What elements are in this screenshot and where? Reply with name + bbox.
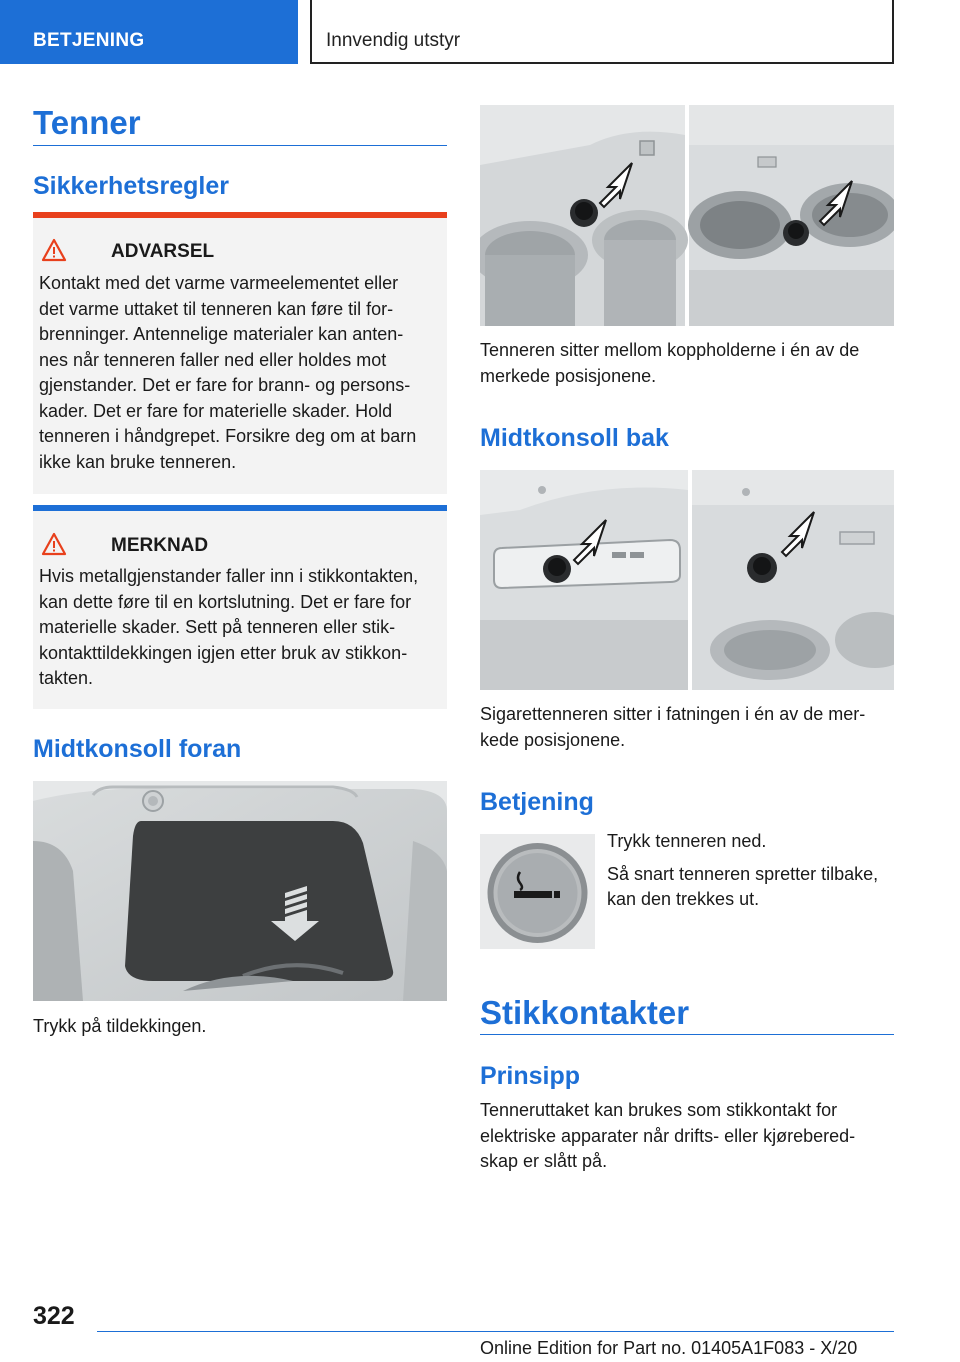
note-text bbox=[39, 564, 444, 692]
warning-text bbox=[39, 271, 444, 475]
page-number: 322 bbox=[33, 1302, 75, 1330]
caption-1-line: Tenneren sitter mellom koppholderne i én av de bbox=[480, 340, 860, 360]
front-console-image bbox=[33, 781, 447, 1001]
sockets-title: Stikkontakter bbox=[480, 994, 690, 1031]
note-box bbox=[33, 505, 447, 709]
cupholder-photo-left bbox=[480, 105, 688, 326]
warning-line: tenneren i håndgrepet. Forsikre deg om at barn bbox=[39, 426, 417, 446]
cupholder-images bbox=[480, 105, 894, 326]
caption-2-line: kede posisjonene. bbox=[480, 729, 626, 750]
chapter-label: Innvendig utstyr bbox=[326, 30, 461, 51]
rear-photo-left bbox=[480, 470, 688, 690]
warning-line: det varme uttaket til tenneren kan føre til for- bbox=[39, 298, 394, 319]
note-line: Hvis metallgjenstander faller inn i stikkontakten, bbox=[39, 566, 419, 586]
operation-line: Så snart tenneren spretter tilbake, bbox=[607, 863, 879, 884]
principle-text bbox=[480, 1098, 855, 1175]
principle-line: elektriske apparater når drifts- eller kjørebered- bbox=[480, 1125, 856, 1146]
edition-text: Online Edition for Part no. 01405A1F083 - X/20 bbox=[480, 1338, 858, 1358]
principle-line: Tenneruttaket kan brukes som stikkontakt for bbox=[480, 1100, 838, 1120]
principle-heading: Prinsipp bbox=[480, 1062, 581, 1090]
page-title: Tenner bbox=[33, 104, 141, 141]
operation-heading: Betjening bbox=[480, 788, 594, 816]
safety-heading: Sikkerhetsregler bbox=[33, 172, 229, 200]
principle-line: skap er slått på. bbox=[480, 1151, 608, 1171]
warning-line: brenninger. Antennelige materialer kan anten- bbox=[39, 324, 404, 344]
note-bar bbox=[33, 505, 447, 511]
warning-label: ADVARSEL bbox=[111, 241, 215, 262]
footer-rule bbox=[97, 1331, 894, 1332]
chapter-tab bbox=[310, 0, 894, 64]
lighter-image bbox=[480, 834, 595, 949]
warning-bar bbox=[33, 212, 447, 218]
front-caption: Trykk på tildekkingen. bbox=[33, 1016, 207, 1036]
caption-1 bbox=[480, 338, 859, 389]
warning-box bbox=[33, 212, 447, 494]
title-rule bbox=[33, 145, 447, 146]
note-triangle-icon bbox=[41, 532, 67, 556]
warning-line: kader. Det er fare for materielle skader. Hold bbox=[39, 400, 393, 421]
caption-2 bbox=[480, 702, 865, 753]
cupholder-photo-right bbox=[688, 105, 894, 326]
rear-console-heading: Midtkonsoll bak bbox=[480, 424, 669, 452]
warning-line: gjenstander. Det er fare for brann- og persons- bbox=[39, 375, 411, 395]
section-label: BETJENING bbox=[33, 30, 145, 51]
warning-line: nes når tenneren faller ned eller holdes mot bbox=[39, 349, 387, 370]
rear-photo-right bbox=[692, 470, 894, 690]
note-line: takten. bbox=[39, 668, 94, 688]
warning-line: Kontakt med det varme varmeelementet eller bbox=[39, 273, 399, 293]
front-console-heading: Midtkonsoll foran bbox=[33, 735, 242, 763]
note-label: MERKNAD bbox=[111, 535, 209, 556]
section-tab bbox=[0, 0, 298, 64]
sockets-rule bbox=[480, 1034, 894, 1035]
caption-2-line: Sigarettenneren sitter i fatningen i én av de mer- bbox=[480, 704, 866, 724]
warning-triangle-icon bbox=[41, 238, 67, 262]
note-line: kontakttildekkingen igjen etter bruk av stikkon- bbox=[39, 642, 408, 663]
note-line: materielle skader. Sett på tenneren eller stik- bbox=[39, 617, 396, 637]
note-line: kan dette føre til en kortslutning. Det er fare for bbox=[39, 591, 412, 612]
operation-text bbox=[607, 829, 878, 913]
rear-console-images bbox=[480, 470, 894, 690]
warning-line: ikke kan bruke tenneren. bbox=[39, 451, 237, 472]
operation-line: Trykk tenneren ned. bbox=[607, 831, 767, 851]
operation-line: kan den trekkes ut. bbox=[607, 889, 760, 909]
caption-1-line: merkede posisjonene. bbox=[480, 365, 657, 386]
